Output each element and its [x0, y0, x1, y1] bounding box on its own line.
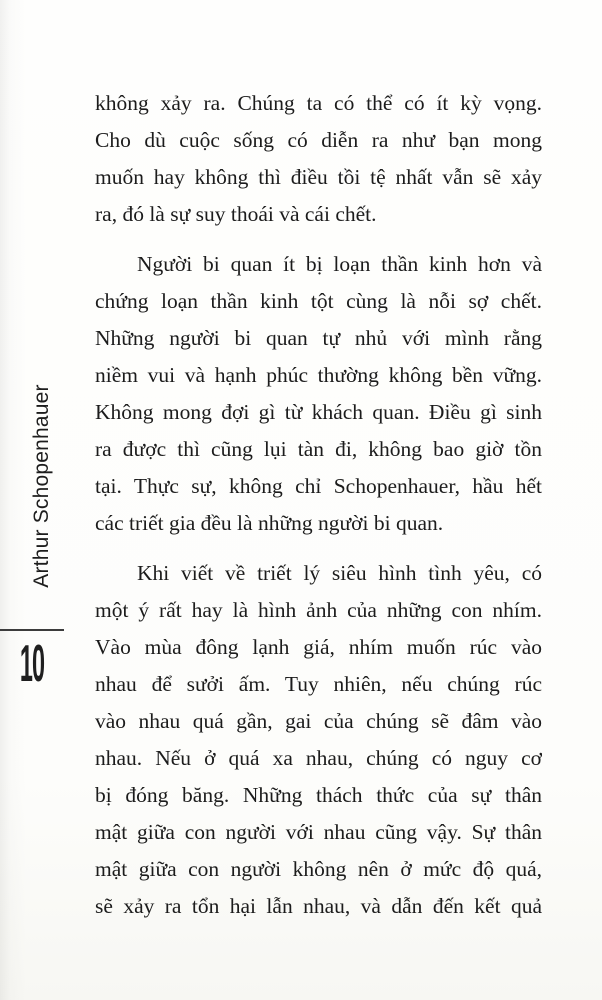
text-line: ra, đó là sự suy thoái và cái chết.: [95, 202, 377, 226]
text-line: muốn hay không thì điều tồi tệ nhất vẫn sẽ xảy: [95, 165, 542, 189]
text-line: Những người bi quan tự nhủ với mình rằng: [95, 326, 542, 350]
text-line: nhau để sưởi ấm. Tuy nhiên, nếu chúng rúc: [95, 672, 542, 696]
text-line: sẽ xảy ra tổn hại lẫn nhau, và dẫn đến kết quả: [95, 894, 542, 918]
text-line: vào nhau quá gần, gai của chúng sẽ đâm vào: [95, 709, 542, 733]
text-line: Người bi quan ít bị loạn thần kinh hơn và: [137, 252, 542, 276]
text-line: không xảy ra. Chúng ta có thể có ít kỳ vọng.: [95, 91, 542, 115]
text-line: Khi viết về triết lý siêu hình tình yêu, có: [137, 561, 542, 585]
text-line: mật giữa con người không nên ở mức độ quá,: [95, 857, 542, 881]
text-line: các triết gia đều là những người bi quan.: [95, 511, 444, 535]
paragraph: [95, 555, 542, 925]
book-author-vertical: Arthur Schopenhauer: [30, 384, 53, 588]
text-line: ra được thì cũng lụi tàn đi, không bao giờ tồn: [95, 437, 542, 461]
text-line: Vào mùa đông lạnh giá, nhím muốn rúc vào: [95, 635, 542, 659]
text-line: mật giữa con người với nhau cũng vậy. Sự thân: [95, 820, 542, 844]
text-line: một ý rất hay là hình ảnh của những con nhím.: [95, 598, 542, 622]
text-line: Không mong đợi gì từ khách quan. Điều gì sinh: [95, 400, 542, 424]
text-line: tại. Thực sự, không chỉ Schopenhauer, hầu hết: [95, 474, 542, 498]
text-line: niềm vui và hạnh phúc thường không bền vững.: [95, 363, 542, 387]
text-line: nhau. Nếu ở quá xa nhau, chúng có nguy cơ: [95, 746, 542, 770]
paragraph: [95, 246, 542, 542]
sidebar-divider: [0, 629, 64, 631]
text-line: bị đóng băng. Những thách thức của sự thân: [95, 783, 542, 807]
text-line: chứng loạn thần kinh tột cùng là nỗi sợ chết.: [95, 289, 542, 313]
paragraph: [95, 85, 542, 233]
page-number: 10: [19, 635, 45, 693]
text-line: Cho dù cuộc sống có diễn ra như bạn mong: [95, 128, 542, 152]
page-text: [95, 85, 542, 938]
